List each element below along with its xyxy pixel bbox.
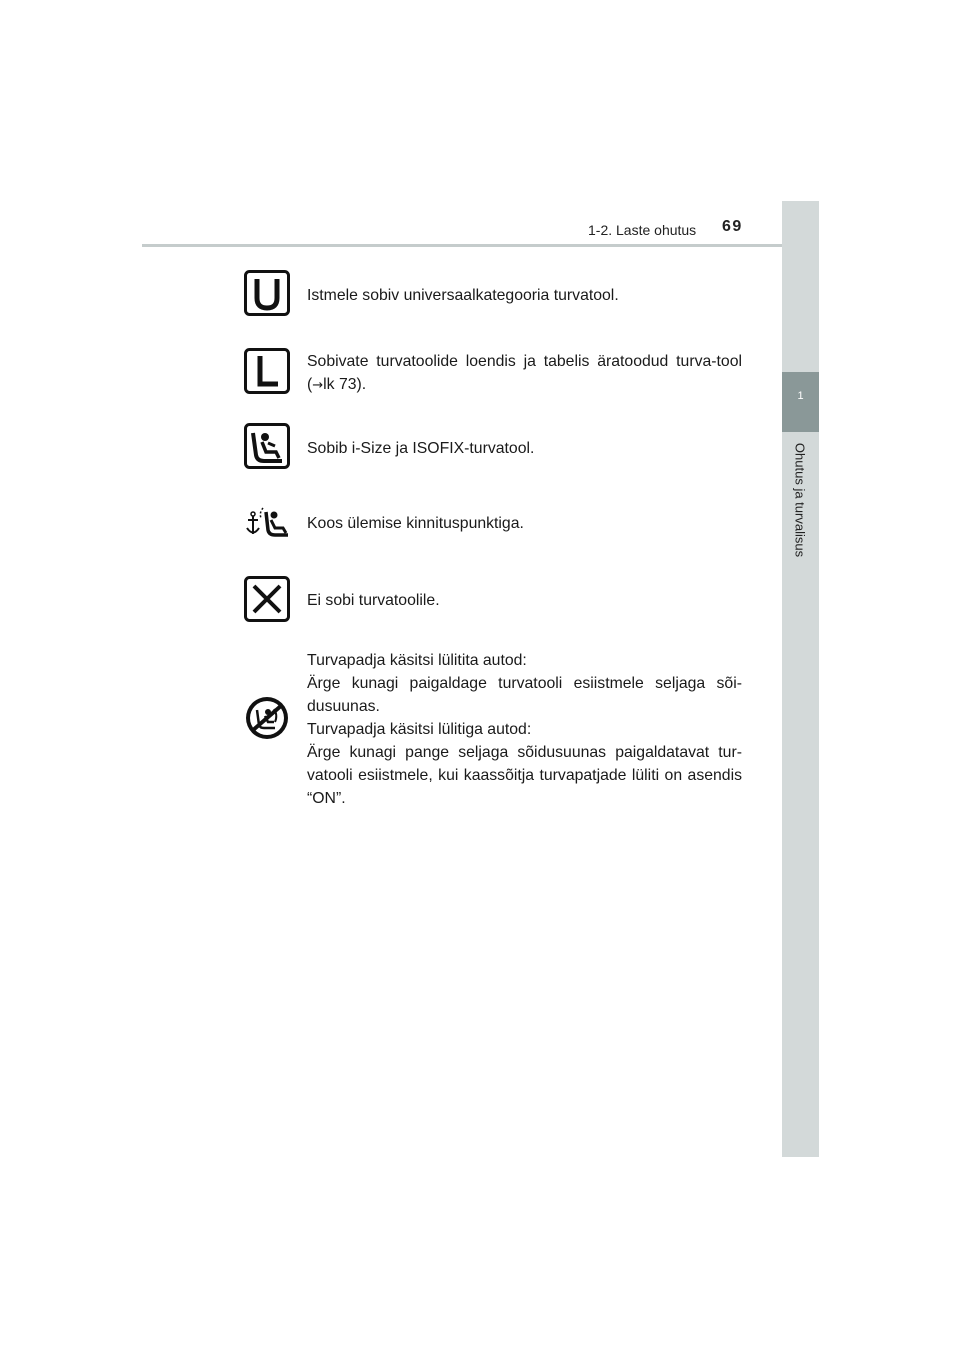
cross-not-suitable-icon <box>244 576 290 622</box>
list-l-icon <box>244 348 290 394</box>
chapter-title: Ohutus ja turvalisus <box>792 442 808 558</box>
section-title: 1-2. Laste ohutus <box>588 222 697 238</box>
manual-switch-present-heading: Turvapadja käsitsi lülitiga autod: <box>307 721 532 738</box>
child-seat-isofix-icon <box>244 423 290 469</box>
symbol-description-list <box>307 350 742 397</box>
list-description-text: Sobivate turvatoolide loendis ja tabelis äratoodud turva-tool ( <box>307 353 742 393</box>
manual-switch-present-warning: Ärge kunagi pange seljaga sõidusuunas paigaldatavat tur-vatooli esiistmele, kui kaassõitja turvapatjade lüliti on asendis “ON”. <box>307 744 742 807</box>
header-rule <box>142 244 819 247</box>
chapter-marker <box>782 372 819 432</box>
symbol-description-not-suitable: Ei sobi turvatoolile. <box>307 592 440 609</box>
symbol-description-top-tether: Koos ülemise kinnituspunktiga. <box>307 515 524 532</box>
universal-u-icon <box>244 270 290 316</box>
chapter-side-tab <box>782 201 819 1157</box>
manual-switch-absent-heading: Turvapadja käsitsi lülitita autod: <box>307 652 527 669</box>
chapter-number: 1 <box>797 390 804 402</box>
arrow-icon: → <box>312 378 324 393</box>
symbol-description-isofix: Sobib i-Size ja ISOFIX-turvatool. <box>307 440 535 457</box>
page-reference: lk 73). <box>323 376 367 393</box>
manual-switch-absent-warning: Ärge kunagi paigaldage turvatooli esiistmele seljaga sõi-dusuunas. <box>307 675 742 715</box>
symbol-description-universal: Istmele sobiv universaalkategooria turvatool. <box>307 287 619 304</box>
page-number: 69 <box>722 218 743 235</box>
top-tether-anchor-icon <box>244 500 290 546</box>
airbag-warning-text <box>307 649 742 810</box>
no-rear-facing-seat-icon <box>244 695 290 741</box>
